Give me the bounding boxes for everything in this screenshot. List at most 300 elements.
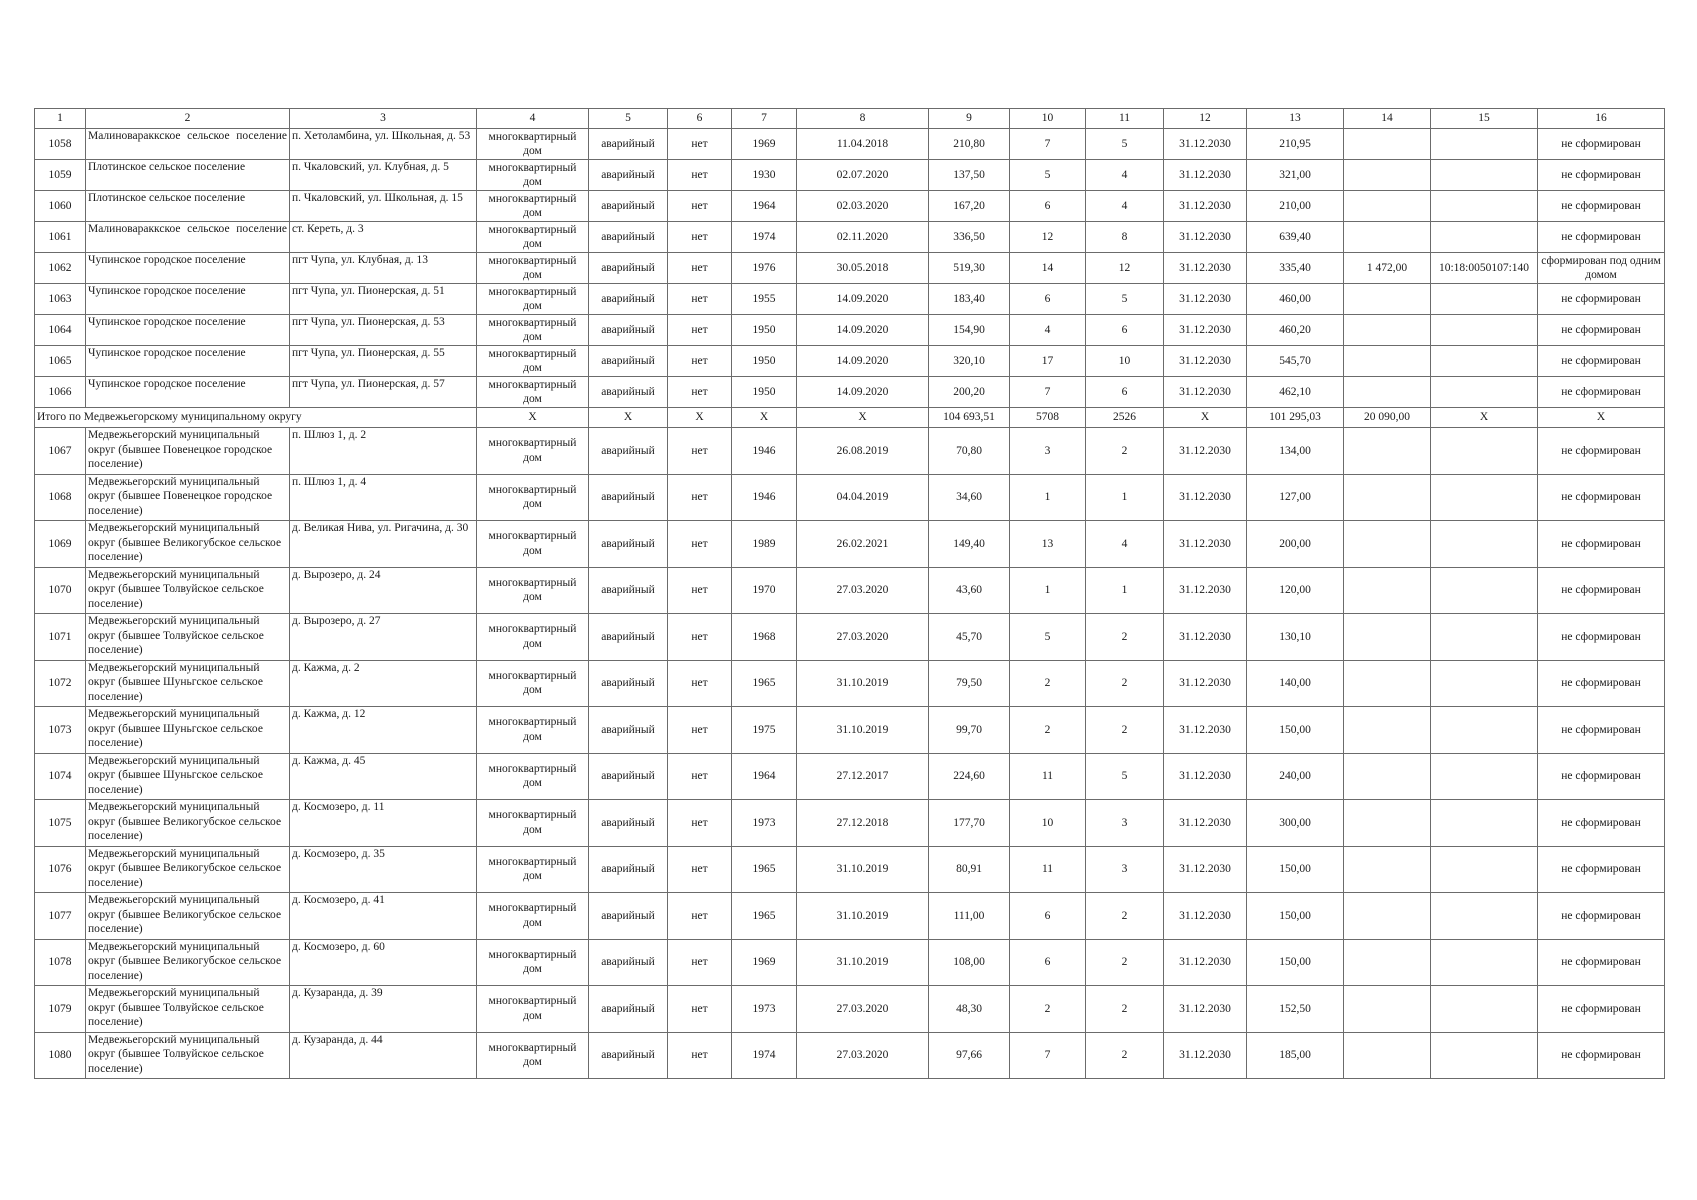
cadastral-number <box>1431 222 1538 253</box>
building-type: многоквартирный дом <box>477 567 589 614</box>
col-13: 134,00 <box>1247 428 1344 475</box>
building-type: многоквартирный дом <box>477 346 589 377</box>
build-year: 1930 <box>732 160 797 191</box>
area: 80,91 <box>929 846 1010 893</box>
deadline: 31.12.2030 <box>1164 129 1247 160</box>
col-14 <box>1344 428 1431 475</box>
build-year: 1973 <box>732 986 797 1033</box>
address: ст. Кереть, д. 3 <box>290 222 477 253</box>
col-13: 460,20 <box>1247 315 1344 346</box>
area: 320,10 <box>929 346 1010 377</box>
settlement-name: Медвежьегорский муниципальный округ (бывшее Великогубское сельское поселение) <box>86 521 290 568</box>
condition: аварийный <box>589 222 668 253</box>
total-col-11: 2526 <box>1086 408 1164 428</box>
cadastral-number <box>1431 160 1538 191</box>
flag: нет <box>668 521 732 568</box>
col-11: 10 <box>1086 346 1164 377</box>
land-status: не сформирован <box>1538 284 1665 315</box>
column-header-7: 7 <box>732 109 797 129</box>
area: 210,80 <box>929 129 1010 160</box>
build-year: 1950 <box>732 346 797 377</box>
flag: нет <box>668 315 732 346</box>
row-number: 1077 <box>35 893 86 940</box>
table-row <box>35 707 1665 754</box>
col-13: 130,10 <box>1247 614 1344 661</box>
settlement-name: Медвежьегорский муниципальный округ (бывшее Великогубское сельское поселение) <box>86 893 290 940</box>
table-body-section-1 <box>35 129 1665 408</box>
flag: нет <box>668 428 732 475</box>
flag: нет <box>668 160 732 191</box>
recognition-date: 26.02.2021 <box>797 521 929 568</box>
build-year: 1950 <box>732 377 797 408</box>
row-number: 1062 <box>35 253 86 284</box>
condition: аварийный <box>589 253 668 284</box>
col-10: 2 <box>1010 707 1086 754</box>
column-header-6: 6 <box>668 109 732 129</box>
col-11: 2 <box>1086 986 1164 1033</box>
condition: аварийный <box>589 893 668 940</box>
col-10: 12 <box>1010 222 1086 253</box>
recognition-date: 14.09.2020 <box>797 284 929 315</box>
area: 336,50 <box>929 222 1010 253</box>
column-header-10: 10 <box>1010 109 1086 129</box>
row-number: 1075 <box>35 800 86 847</box>
address: д. Кузаранда, д. 44 <box>290 1032 477 1079</box>
land-status: сформирован под одним домом <box>1538 253 1665 284</box>
deadline: 31.12.2030 <box>1164 660 1247 707</box>
settlement-name: Медвежьегорский муниципальный округ (бывшее Толвуйское сельское поселение) <box>86 986 290 1033</box>
area: 34,60 <box>929 474 1010 521</box>
deadline: 31.12.2030 <box>1164 800 1247 847</box>
land-status: не сформирован <box>1538 160 1665 191</box>
building-type: многоквартирный дом <box>477 474 589 521</box>
col-14 <box>1344 474 1431 521</box>
flag: нет <box>668 284 732 315</box>
settlement-name: Чупинское городское поселение <box>86 377 290 408</box>
recognition-date: 02.03.2020 <box>797 191 929 222</box>
col-13: 545,70 <box>1247 346 1344 377</box>
condition: аварийный <box>589 129 668 160</box>
build-year: 1973 <box>732 800 797 847</box>
building-type: многоквартирный дом <box>477 377 589 408</box>
build-year: 1970 <box>732 567 797 614</box>
col-10: 7 <box>1010 129 1086 160</box>
total-col-16: X <box>1538 408 1665 428</box>
building-type: многоквартирный дом <box>477 939 589 986</box>
col-11: 4 <box>1086 521 1164 568</box>
column-header-5: 5 <box>589 109 668 129</box>
deadline: 31.12.2030 <box>1164 1032 1247 1079</box>
settlement-name: Медвежьегорский муниципальный округ (бывшее Толвуйское сельское поселение) <box>86 1032 290 1079</box>
deadline: 31.12.2030 <box>1164 567 1247 614</box>
address: д. Кажма, д. 12 <box>290 707 477 754</box>
land-status: не сформирован <box>1538 377 1665 408</box>
table-row <box>35 1032 1665 1079</box>
condition: аварийный <box>589 753 668 800</box>
col-14 <box>1344 846 1431 893</box>
build-year: 1955 <box>732 284 797 315</box>
land-status: не сформирован <box>1538 986 1665 1033</box>
col-13: 150,00 <box>1247 939 1344 986</box>
build-year: 1964 <box>732 191 797 222</box>
col-14 <box>1344 707 1431 754</box>
table-row <box>35 129 1665 160</box>
flag: нет <box>668 191 732 222</box>
row-number: 1061 <box>35 222 86 253</box>
cadastral-number: 10:18:0050107:140 <box>1431 253 1538 284</box>
settlement-name: Медвежьегорский муниципальный округ (бывшее Шуньгское сельское поселение) <box>86 753 290 800</box>
column-header-9: 9 <box>929 109 1010 129</box>
address: д. Космозеро, д. 35 <box>290 846 477 893</box>
flag: нет <box>668 222 732 253</box>
cadastral-number <box>1431 315 1538 346</box>
table-row <box>35 660 1665 707</box>
col-14 <box>1344 567 1431 614</box>
col-13: 152,50 <box>1247 986 1344 1033</box>
row-number: 1071 <box>35 614 86 661</box>
col-14 <box>1344 284 1431 315</box>
row-number: 1068 <box>35 474 86 521</box>
flag: нет <box>668 1032 732 1079</box>
col-10: 3 <box>1010 428 1086 475</box>
row-number: 1058 <box>35 129 86 160</box>
col-13: 150,00 <box>1247 846 1344 893</box>
settlement-name: Медвежьегорский муниципальный округ (бывшее Толвуйское сельское поселение) <box>86 567 290 614</box>
table-row <box>35 377 1665 408</box>
build-year: 1968 <box>732 614 797 661</box>
deadline: 31.12.2030 <box>1164 846 1247 893</box>
table-row <box>35 284 1665 315</box>
land-status: не сформирован <box>1538 846 1665 893</box>
total-col-8: X <box>797 408 929 428</box>
recognition-date: 31.10.2019 <box>797 707 929 754</box>
col-11: 5 <box>1086 129 1164 160</box>
build-year: 1974 <box>732 222 797 253</box>
area: 48,30 <box>929 986 1010 1033</box>
deadline: 31.12.2030 <box>1164 521 1247 568</box>
deadline: 31.12.2030 <box>1164 428 1247 475</box>
flag: нет <box>668 474 732 521</box>
condition: аварийный <box>589 315 668 346</box>
build-year: 1946 <box>732 428 797 475</box>
settlement-name: Медвежьегорский муниципальный округ (бывшее Великогубское сельское поселение) <box>86 939 290 986</box>
cadastral-number <box>1431 893 1538 940</box>
col-13: 150,00 <box>1247 707 1344 754</box>
build-year: 1965 <box>732 846 797 893</box>
settlement-name: Медвежьегорский муниципальный округ (бывшее Повенецкое городское поселение) <box>86 428 290 475</box>
address: д. Кузаранда, д. 39 <box>290 986 477 1033</box>
settlement-name: Медвежьегорский муниципальный округ (бывшее Шуньгское сельское поселение) <box>86 660 290 707</box>
col-10: 1 <box>1010 567 1086 614</box>
table-row <box>35 160 1665 191</box>
address: п. Хетоламбина, ул. Школьная, д. 53 <box>290 129 477 160</box>
area: 224,60 <box>929 753 1010 800</box>
col-11: 12 <box>1086 253 1164 284</box>
recognition-date: 27.03.2020 <box>797 1032 929 1079</box>
area: 149,40 <box>929 521 1010 568</box>
land-status: не сформирован <box>1538 191 1665 222</box>
cadastral-number <box>1431 986 1538 1033</box>
build-year: 1974 <box>732 1032 797 1079</box>
cadastral-number <box>1431 474 1538 521</box>
col-10: 6 <box>1010 893 1086 940</box>
col-14 <box>1344 986 1431 1033</box>
building-type: многоквартирный дом <box>477 160 589 191</box>
column-number-header <box>35 109 1665 129</box>
land-status: не сформирован <box>1538 222 1665 253</box>
table-row <box>35 846 1665 893</box>
area: 111,00 <box>929 893 1010 940</box>
total-area: 104 693,51 <box>929 408 1010 428</box>
col-14 <box>1344 614 1431 661</box>
total-label: Итого по Медвежьегорскому муниципальному округу <box>35 408 477 428</box>
building-type: многоквартирный дом <box>477 614 589 661</box>
col-11: 6 <box>1086 315 1164 346</box>
area: 200,20 <box>929 377 1010 408</box>
building-type: многоквартирный дом <box>477 660 589 707</box>
deadline: 31.12.2030 <box>1164 707 1247 754</box>
cadastral-number <box>1431 939 1538 986</box>
col-10: 2 <box>1010 986 1086 1033</box>
address: пгт Чупа, ул. Пионерская, д. 53 <box>290 315 477 346</box>
col-10: 7 <box>1010 377 1086 408</box>
col-14 <box>1344 129 1431 160</box>
build-year: 1969 <box>732 939 797 986</box>
column-header-1: 1 <box>35 109 86 129</box>
total-col-15: X <box>1431 408 1538 428</box>
settlement-name: Медвежьегорский муниципальный округ (бывшее Шуньгское сельское поселение) <box>86 707 290 754</box>
area: 97,66 <box>929 1032 1010 1079</box>
build-year: 1976 <box>732 253 797 284</box>
col-13: 210,00 <box>1247 191 1344 222</box>
cadastral-number <box>1431 800 1538 847</box>
row-number: 1076 <box>35 846 86 893</box>
col-13: 127,00 <box>1247 474 1344 521</box>
condition: аварийный <box>589 660 668 707</box>
build-year: 1950 <box>732 315 797 346</box>
building-type: многоквартирный дом <box>477 521 589 568</box>
condition: аварийный <box>589 800 668 847</box>
col-10: 5 <box>1010 614 1086 661</box>
row-number: 1060 <box>35 191 86 222</box>
address: п. Шлюз 1, д. 4 <box>290 474 477 521</box>
build-year: 1965 <box>732 660 797 707</box>
row-number: 1067 <box>35 428 86 475</box>
land-status: не сформирован <box>1538 129 1665 160</box>
deadline: 31.12.2030 <box>1164 614 1247 661</box>
flag: нет <box>668 660 732 707</box>
settlement-name: Плотинское сельское поселение <box>86 191 290 222</box>
settlement-name: Чупинское городское поселение <box>86 284 290 315</box>
building-type: многоквартирный дом <box>477 222 589 253</box>
row-number: 1079 <box>35 986 86 1033</box>
col-11: 1 <box>1086 567 1164 614</box>
col-11: 4 <box>1086 160 1164 191</box>
col-13: 150,00 <box>1247 893 1344 940</box>
settlement-name: Медвежьегорский муниципальный округ (бывшее Толвуйское сельское поселение) <box>86 614 290 661</box>
col-11: 2 <box>1086 428 1164 475</box>
area: 99,70 <box>929 707 1010 754</box>
deadline: 31.12.2030 <box>1164 191 1247 222</box>
cadastral-number <box>1431 1032 1538 1079</box>
recognition-date: 02.11.2020 <box>797 222 929 253</box>
col-11: 2 <box>1086 660 1164 707</box>
col-11: 2 <box>1086 707 1164 754</box>
land-status: не сформирован <box>1538 521 1665 568</box>
col-10: 11 <box>1010 846 1086 893</box>
building-type: многоквартирный дом <box>477 753 589 800</box>
building-type: многоквартирный дом <box>477 893 589 940</box>
condition: аварийный <box>589 1032 668 1079</box>
col-10: 6 <box>1010 284 1086 315</box>
row-number: 1065 <box>35 346 86 377</box>
land-status: не сформирован <box>1538 614 1665 661</box>
land-status: не сформирован <box>1538 660 1665 707</box>
recognition-date: 27.03.2020 <box>797 567 929 614</box>
col-13: 335,40 <box>1247 253 1344 284</box>
col-14 <box>1344 346 1431 377</box>
flag: нет <box>668 753 732 800</box>
settlement-name: Медвежьегорский муниципальный округ (бывшее Великогубское сельское поселение) <box>86 800 290 847</box>
row-number: 1070 <box>35 567 86 614</box>
col-13: 140,00 <box>1247 660 1344 707</box>
col-10: 6 <box>1010 191 1086 222</box>
total-col-14: 20 090,00 <box>1344 408 1431 428</box>
table-row <box>35 893 1665 940</box>
col-14 <box>1344 191 1431 222</box>
total-col-10: 5708 <box>1010 408 1086 428</box>
flag: нет <box>668 986 732 1033</box>
condition: аварийный <box>589 377 668 408</box>
building-type: многоквартирный дом <box>477 986 589 1033</box>
col-14 <box>1344 753 1431 800</box>
land-status: не сформирован <box>1538 893 1665 940</box>
recognition-date: 30.05.2018 <box>797 253 929 284</box>
area: 137,50 <box>929 160 1010 191</box>
area: 43,60 <box>929 567 1010 614</box>
table-row <box>35 939 1665 986</box>
land-status: не сформирован <box>1538 346 1665 377</box>
building-type: многоквартирный дом <box>477 707 589 754</box>
area: 79,50 <box>929 660 1010 707</box>
condition: аварийный <box>589 474 668 521</box>
settlement-name: Малиновараккское сельское поселение <box>86 129 290 160</box>
row-number: 1069 <box>35 521 86 568</box>
deadline: 31.12.2030 <box>1164 939 1247 986</box>
col-13: 462,10 <box>1247 377 1344 408</box>
col-13: 120,00 <box>1247 567 1344 614</box>
deadline: 31.12.2030 <box>1164 253 1247 284</box>
address: д. Кажма, д. 2 <box>290 660 477 707</box>
recognition-date: 27.03.2020 <box>797 614 929 661</box>
address: д. Великая Нива, ул. Ригачина, д. 30 <box>290 521 477 568</box>
col-11: 8 <box>1086 222 1164 253</box>
building-type: многоквартирный дом <box>477 428 589 475</box>
settlement-name: Плотинское сельское поселение <box>86 160 290 191</box>
flag: нет <box>668 800 732 847</box>
row-number: 1066 <box>35 377 86 408</box>
deadline: 31.12.2030 <box>1164 986 1247 1033</box>
recognition-date: 14.09.2020 <box>797 346 929 377</box>
col-10: 11 <box>1010 753 1086 800</box>
building-type: многоквартирный дом <box>477 846 589 893</box>
column-header-12: 12 <box>1164 109 1247 129</box>
col-13: 240,00 <box>1247 753 1344 800</box>
col-13: 639,40 <box>1247 222 1344 253</box>
col-10: 6 <box>1010 939 1086 986</box>
condition: аварийный <box>589 284 668 315</box>
land-status: не сформирован <box>1538 567 1665 614</box>
cadastral-number <box>1431 567 1538 614</box>
settlement-name: Медвежьегорский муниципальный округ (бывшее Повенецкое городское поселение) <box>86 474 290 521</box>
col-11: 2 <box>1086 939 1164 986</box>
total-col-13: 101 295,03 <box>1247 408 1344 428</box>
column-header-4: 4 <box>477 109 589 129</box>
table-row <box>35 191 1665 222</box>
land-status: не сформирован <box>1538 474 1665 521</box>
col-14 <box>1344 315 1431 346</box>
cadastral-number <box>1431 428 1538 475</box>
recognition-date: 27.12.2017 <box>797 753 929 800</box>
flag: нет <box>668 129 732 160</box>
col-14 <box>1344 521 1431 568</box>
flag: нет <box>668 939 732 986</box>
area: 177,70 <box>929 800 1010 847</box>
col-11: 3 <box>1086 800 1164 847</box>
settlement-name: Чупинское городское поселение <box>86 346 290 377</box>
column-header-13: 13 <box>1247 109 1344 129</box>
col-13: 300,00 <box>1247 800 1344 847</box>
col-10: 10 <box>1010 800 1086 847</box>
col-14 <box>1344 939 1431 986</box>
col-11: 3 <box>1086 846 1164 893</box>
col-14 <box>1344 893 1431 940</box>
table-row <box>35 521 1665 568</box>
column-header-11: 11 <box>1086 109 1164 129</box>
building-type: многоквартирный дом <box>477 253 589 284</box>
housing-register-table <box>34 108 1665 1079</box>
row-number: 1080 <box>35 1032 86 1079</box>
table-row <box>35 222 1665 253</box>
land-status: не сформирован <box>1538 707 1665 754</box>
recognition-date: 26.08.2019 <box>797 428 929 475</box>
address: д. Вырозеро, д. 27 <box>290 614 477 661</box>
building-type: многоквартирный дом <box>477 191 589 222</box>
table-row <box>35 614 1665 661</box>
column-header-8: 8 <box>797 109 929 129</box>
recognition-date: 02.07.2020 <box>797 160 929 191</box>
col-13: 460,00 <box>1247 284 1344 315</box>
cadastral-number <box>1431 377 1538 408</box>
area: 45,70 <box>929 614 1010 661</box>
address: д. Космозеро, д. 11 <box>290 800 477 847</box>
cadastral-number <box>1431 346 1538 377</box>
cadastral-number <box>1431 614 1538 661</box>
total-row <box>35 408 1665 428</box>
col-11: 2 <box>1086 893 1164 940</box>
col-11: 2 <box>1086 1032 1164 1079</box>
condition: аварийный <box>589 707 668 754</box>
total-col-7: X <box>732 408 797 428</box>
recognition-date: 27.12.2018 <box>797 800 929 847</box>
cadastral-number <box>1431 284 1538 315</box>
land-status: не сформирован <box>1538 315 1665 346</box>
recognition-date: 31.10.2019 <box>797 846 929 893</box>
condition: аварийный <box>589 191 668 222</box>
total-col-4: X <box>477 408 589 428</box>
recognition-date: 11.04.2018 <box>797 129 929 160</box>
address: пгт Чупа, ул. Пионерская, д. 51 <box>290 284 477 315</box>
